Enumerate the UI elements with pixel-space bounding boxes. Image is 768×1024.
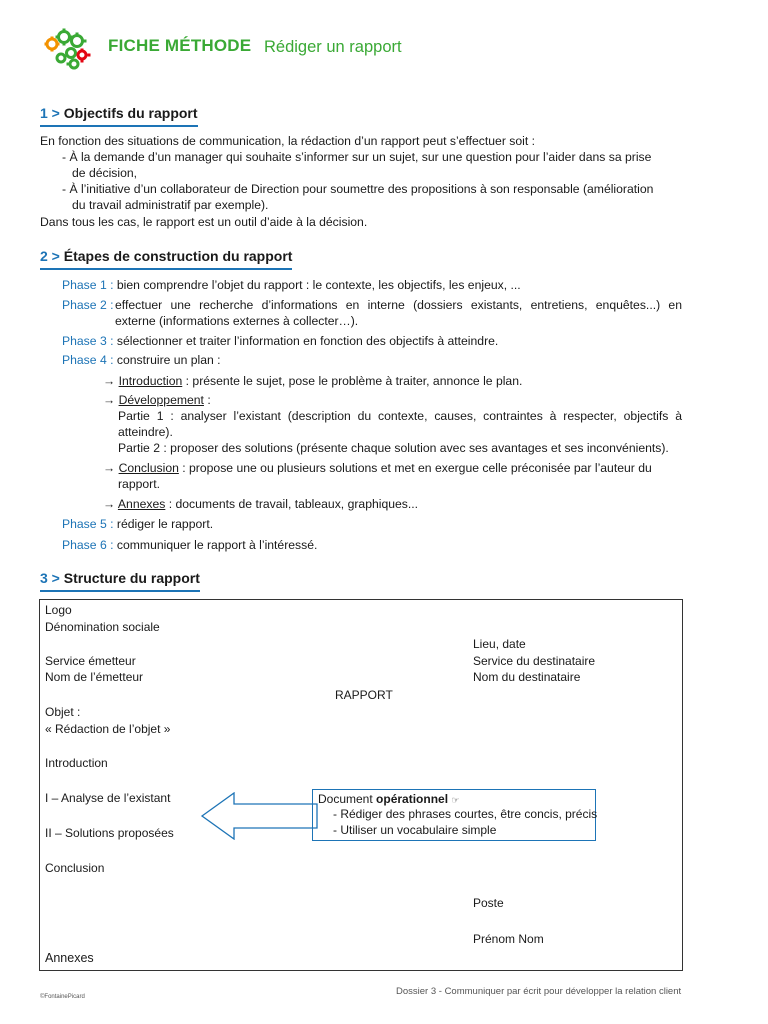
phase-3 — [62, 333, 498, 349]
arrow-right-icon: → — [103, 497, 116, 511]
callout-line-1: - Rédiger des phrases courtes, être concis, précis — [333, 807, 598, 821]
phase-2-text-cont: externe (informations externes à collecter…). — [115, 314, 359, 328]
sheet-subtitle: Rédiger un rapport — [264, 38, 402, 56]
phase-2-text: effectuer une recherche d’informations en interne (dossiers existants, entretiens, enquêtes...) en — [115, 298, 682, 312]
box-service-destinataire: Service du destinataire — [473, 654, 596, 668]
section-1-title: Objectifs du rapport — [63, 105, 198, 121]
box-annexes: Annexes — [45, 951, 94, 965]
phase-5 — [62, 516, 213, 532]
phase-2-label: Phase 2 : — [62, 298, 114, 312]
plan-partie-2: Partie 2 : proposer des solutions (présente chaque solution avec ses avantages et ses inconvénients). — [118, 441, 669, 455]
section-2-number: 2 > — [40, 248, 60, 264]
section-2-title: Étapes de construction du rapport — [63, 248, 293, 264]
phase-4-text: construire un plan : — [116, 353, 221, 367]
box-nom-destinataire: Nom du destinataire — [473, 670, 581, 684]
box-rapport: RAPPORT — [335, 688, 393, 702]
phase-4 — [62, 352, 221, 368]
phase-6-label: Phase 6 : — [62, 538, 114, 552]
box-redaction-objet: « Rédaction de l’objet » — [45, 722, 171, 736]
box-lieu-date: Lieu, date — [473, 637, 526, 651]
plan-conclusion-label: Conclusion — [118, 461, 179, 475]
section-1-bullet-2: - À l’initiative d’un collaborateur de Direction pour soumettre des propositions à son responsable (amélioration — [62, 182, 654, 196]
plan-partie-1-cont: atteindre). — [118, 425, 173, 439]
phase-4-label: Phase 4 : — [62, 353, 114, 367]
section-1-conclusion: Dans tous les cas, le rapport est un outil d’aide à la décision. — [40, 215, 368, 229]
box-conclusion: Conclusion — [45, 861, 105, 875]
section-1-intro: En fonction des situations de communication, la rédaction d’un rapport peut s’effectuer soit : — [40, 134, 536, 148]
plan-introduction-text: : présente le sujet, pose le problème à traiter, annonce le plan. — [182, 374, 523, 388]
phase-1 — [62, 277, 521, 293]
callout-title-bold: opérationnel — [376, 792, 449, 806]
phase-3-label: Phase 3 : — [62, 334, 114, 348]
plan-conclusion-cont: rapport. — [118, 477, 161, 491]
plan-annexes-label: Annexes — [117, 497, 166, 511]
plan-developpement-label: Développement — [118, 393, 204, 407]
phase-5-text: rédiger le rapport. — [116, 517, 214, 531]
section-3-title: Structure du rapport — [63, 570, 200, 586]
box-solutions: II – Solutions proposées — [45, 826, 174, 840]
footer-dossier: Dossier 3 - Communiquer par écrit pour développer la relation client — [396, 986, 682, 997]
callout-title-prefix: Document — [318, 792, 377, 806]
pointing-hand-icon: ☞ — [451, 795, 460, 805]
section-1-bullet-1-cont: de décision, — [72, 166, 138, 180]
arrow-right-icon: → — [103, 374, 116, 388]
arrow-right-icon: → — [103, 461, 116, 475]
plan-partie-1: Partie 1 : analyser l’existant (description du contexte, causes, contraintes à respecter, objectifs à — [118, 409, 682, 423]
section-1-number: 1 > — [40, 105, 60, 121]
plan-developpement-text: : — [203, 393, 211, 407]
plan-conclusion-text: : propose une ou plusieurs solutions et met en exergue celle préconisée par l’auteur du — [178, 461, 652, 475]
footer-copyright: ©FontainePicard — [40, 994, 85, 1000]
arrow-left-icon — [200, 792, 318, 840]
section-1-bullet-2-cont: du travail administratif par exemple). — [72, 198, 269, 212]
box-denomination: Dénomination sociale — [45, 620, 160, 634]
box-objet: Objet : — [45, 705, 81, 719]
callout-line-2: - Utiliser un vocabulaire simple — [333, 823, 497, 837]
phase-2 — [62, 297, 682, 313]
phase-6-text: communiquer le rapport à l’intéressé. — [116, 538, 318, 552]
phase-1-text: bien comprendre l’objet du rapport : le contexte, les objectifs, les enjeux, ... — [116, 278, 521, 292]
box-introduction: Introduction — [45, 756, 108, 770]
gears-logo-icon — [44, 28, 100, 72]
plan-introduction — [103, 373, 522, 389]
sheet-title: FICHE MÉTHODE — [108, 36, 252, 55]
box-analyse: I – Analyse de l’existant — [45, 791, 171, 805]
plan-annexes-text: : documents de travail, tableaux, graphiques... — [165, 497, 419, 511]
section-3-number: 3 > — [40, 570, 60, 586]
phase-1-label: Phase 1 : — [62, 278, 114, 292]
phase-3-text: sélectionner et traiter l’information en fonction des objectifs à atteindre. — [116, 334, 499, 348]
box-logo: Logo — [45, 603, 72, 617]
plan-developpement — [103, 392, 211, 408]
section-1-bullet-1: - À la demande d’un manager qui souhaite s’informer sur un sujet, sur une question pour l’aider dans sa prise — [62, 150, 652, 164]
box-prenom-nom: Prénom Nom — [473, 932, 544, 946]
arrow-right-icon: → — [103, 393, 116, 407]
box-nom-emetteur: Nom de l’émetteur — [45, 670, 144, 684]
box-poste: Poste — [473, 896, 504, 910]
section-1-heading — [40, 105, 198, 127]
section-3-heading — [40, 570, 200, 592]
phase-5-label: Phase 5 : — [62, 517, 114, 531]
plan-annexes — [103, 496, 418, 512]
plan-introduction-label: Introduction — [118, 374, 183, 388]
section-2-heading — [40, 248, 292, 270]
plan-conclusion — [103, 460, 683, 476]
box-service-emetteur: Service émetteur — [45, 654, 136, 668]
phase-6 — [62, 537, 317, 553]
